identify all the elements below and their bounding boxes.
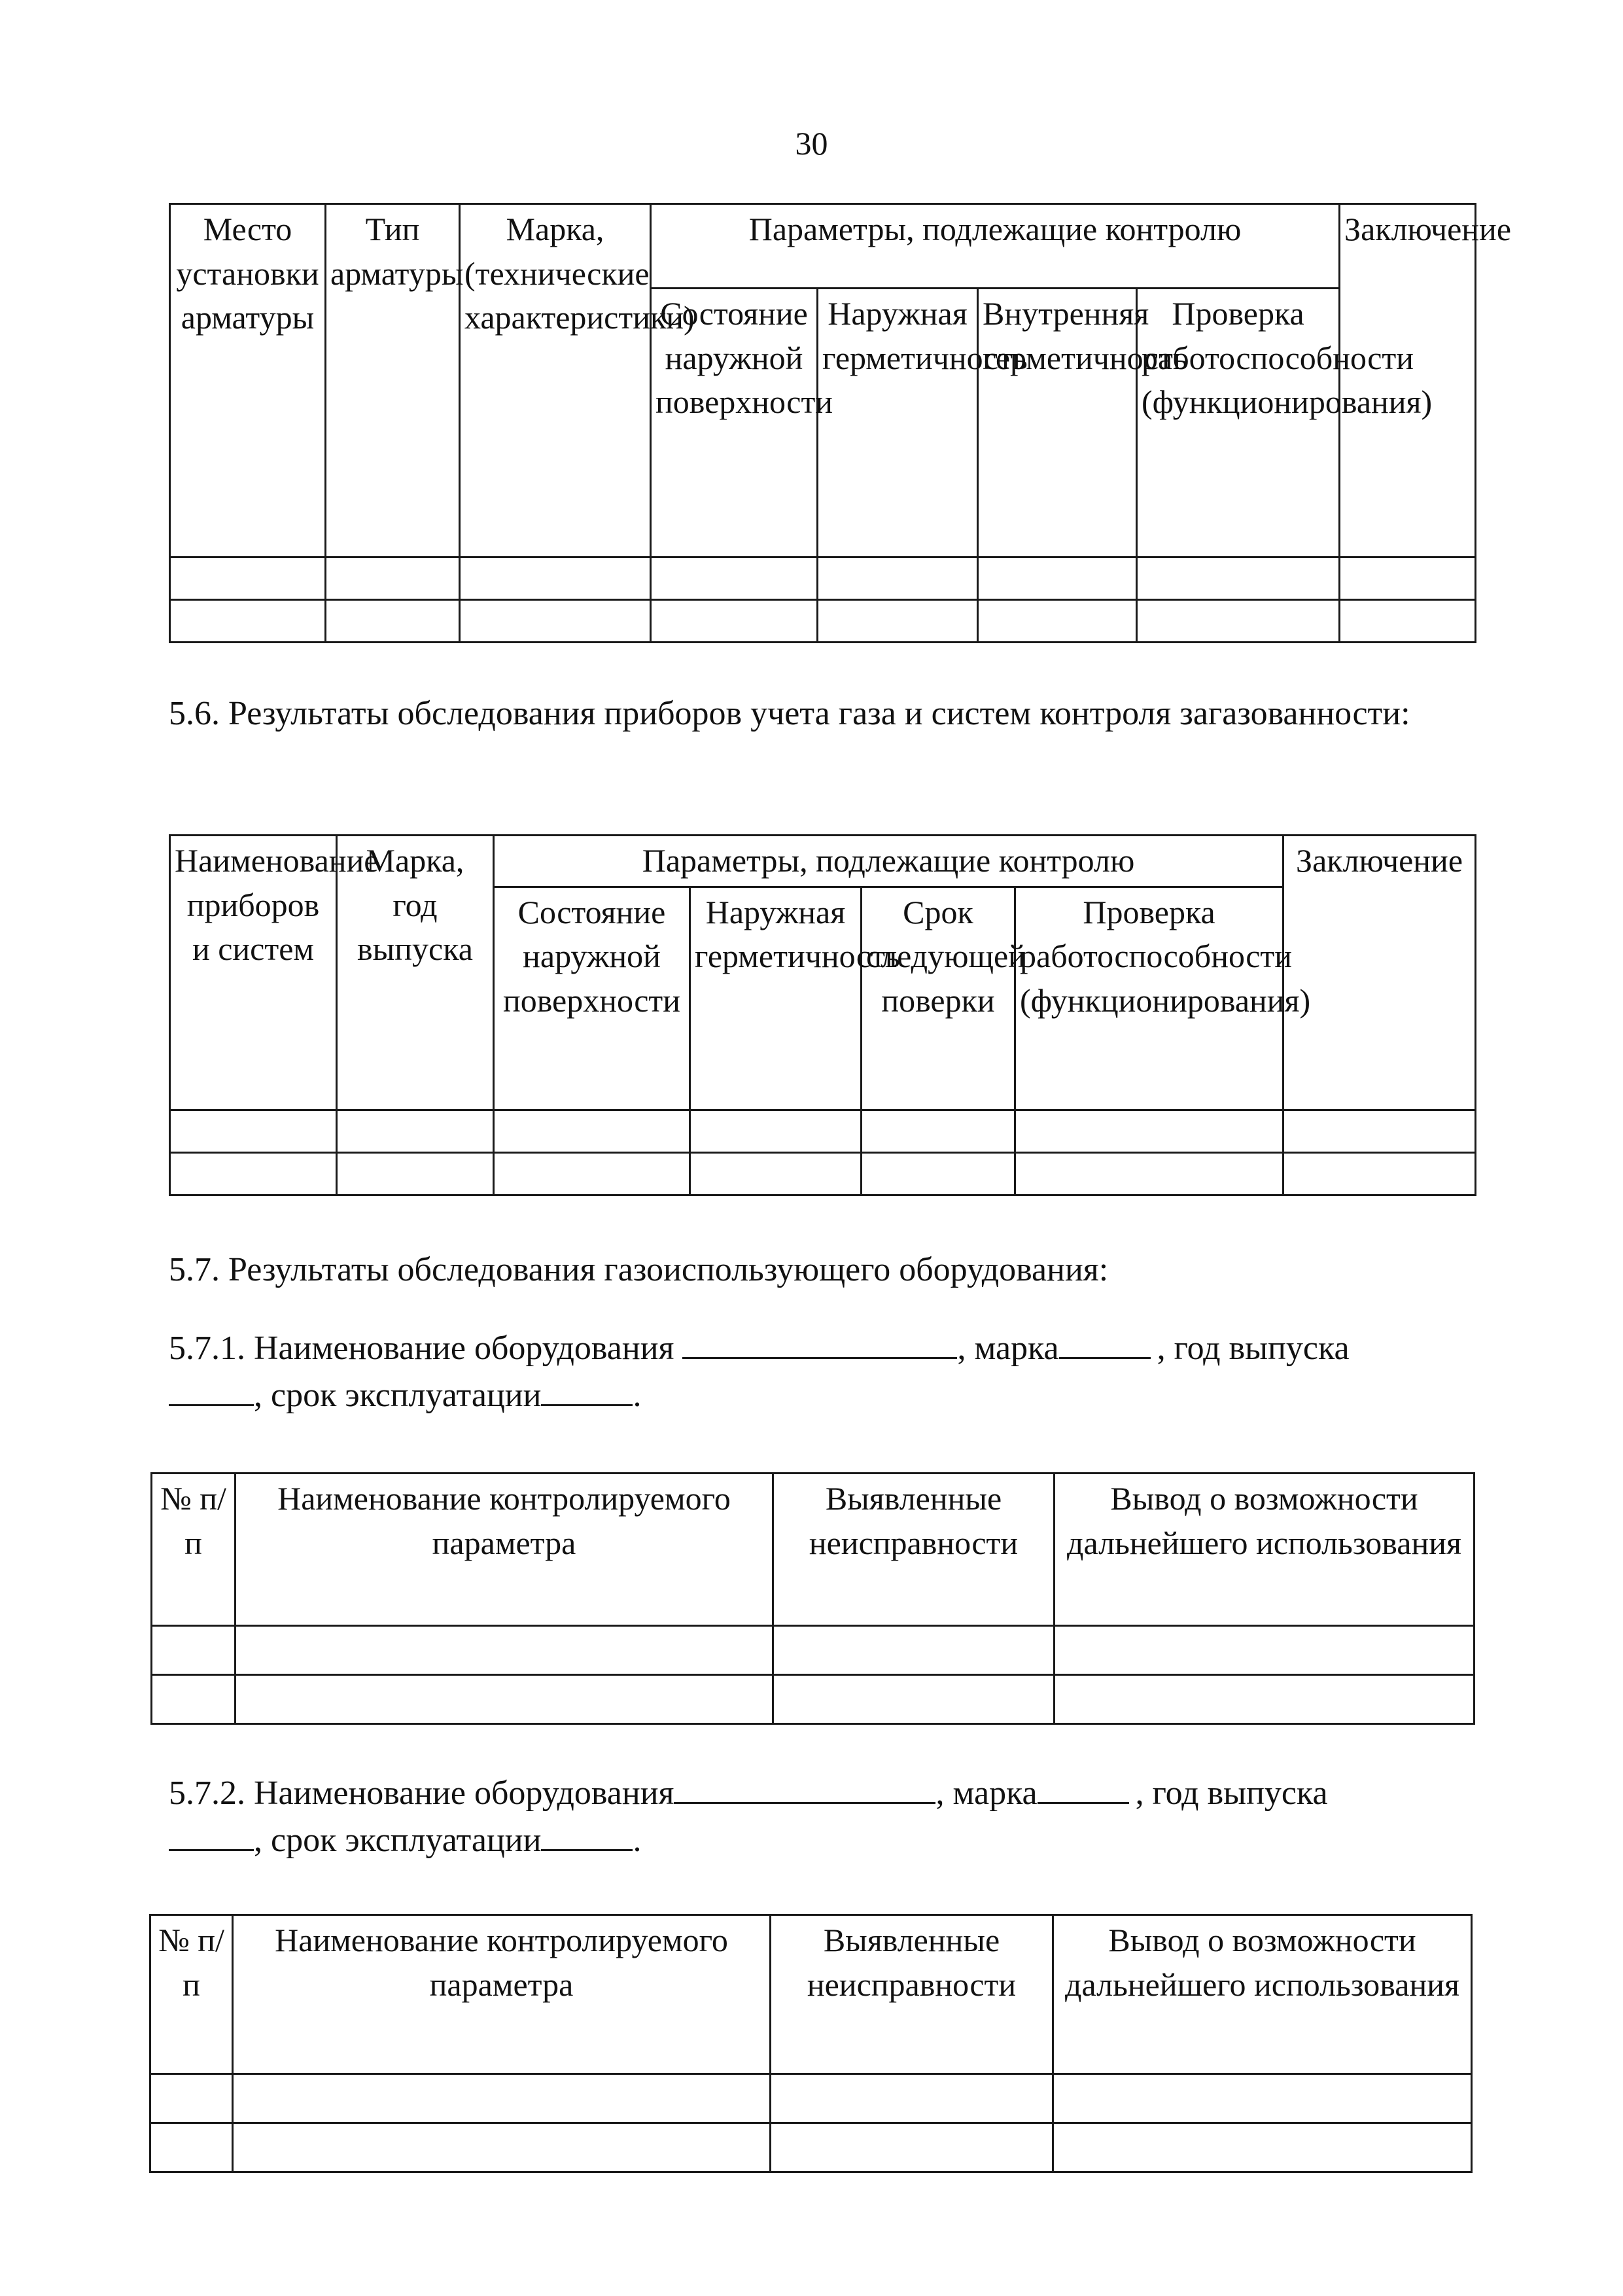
- header-surface-state: Состояние наружной поверхности: [494, 887, 690, 1110]
- table-row: [170, 1110, 1476, 1152]
- table-row: [152, 1675, 1475, 1724]
- table-row: [170, 600, 1476, 643]
- term-blank[interactable]: [541, 1819, 633, 1851]
- header-num: № п/п: [150, 1915, 233, 2074]
- header-surface-state: Состояние наружной поверхности: [651, 289, 818, 557]
- table-row: [150, 2074, 1472, 2123]
- line-end: .: [633, 1377, 642, 1414]
- year-label: , год выпуска: [1135, 1775, 1328, 1812]
- year-blank[interactable]: [169, 1819, 254, 1851]
- term-label: , срок эксплуатации: [254, 1377, 542, 1414]
- valves-inspection-table: [169, 203, 1512, 643]
- equipment-name-blank[interactable]: [674, 1772, 935, 1804]
- section-5-7-2-line-1: [169, 1770, 1475, 1817]
- header-params-group: Параметры, подлежащие контролю: [494, 836, 1283, 887]
- header-outer-tightness: Наружная герметичность: [818, 289, 978, 557]
- header-place: Место установки арматуры: [170, 204, 326, 557]
- equipment-1-table: [150, 1472, 1475, 1725]
- equipment-name-label: 5.7.1. Наименование оборудования: [169, 1330, 674, 1367]
- equipment-name-blank[interactable]: [682, 1327, 957, 1359]
- header-type: Тип арматуры: [326, 204, 460, 557]
- header-param-name: Наименование контролируемого параметра: [236, 1474, 773, 1626]
- gas-meters-table: [169, 834, 1476, 1196]
- header-device-name: Наименование приборов и систем: [170, 836, 337, 1110]
- table-row: [152, 1626, 1475, 1675]
- equipment-2-table: [149, 1914, 1473, 2173]
- term-label: , срок эксплуатации: [254, 1822, 542, 1859]
- header-conclusion: Заключение: [1340, 204, 1476, 557]
- header-num: № п/п: [152, 1474, 236, 1626]
- header-next-verification: Срок следующей поверки: [862, 887, 1015, 1110]
- section-5-7-2-line-2: [169, 1817, 641, 1864]
- section-5-7-heading: 5.7. Результаты обследования газоиспользующего оборудования:: [169, 1251, 1109, 1288]
- brand-label: , марка: [957, 1330, 1059, 1367]
- header-verdict: Вывод о возможности дальнейшего использования: [1055, 1474, 1475, 1626]
- table-row: [170, 1152, 1476, 1195]
- table-row: [150, 2123, 1472, 2172]
- section-5-7-1-line-1: [169, 1325, 1475, 1372]
- year-label: , год выпуска: [1157, 1330, 1350, 1367]
- line-end: .: [633, 1822, 642, 1859]
- equipment-name-label: 5.7.2. Наименование оборудования: [169, 1775, 674, 1812]
- brand-label: , марка: [935, 1775, 1038, 1812]
- header-faults: Выявленные неисправности: [773, 1474, 1055, 1626]
- page-number: 30: [795, 125, 828, 162]
- section-5-6-heading: 5.6. Результаты обследования приборов учета газа и систем контроля загазованности:: [169, 695, 1410, 732]
- header-param-name: Наименование контролируемого параметра: [233, 1915, 771, 2074]
- header-inner-tightness: Внутренняя герметичность: [978, 289, 1137, 557]
- header-brand: Марка, (технические характеристики): [460, 204, 651, 557]
- header-brand-year: Марка, год выпуска: [337, 836, 494, 1110]
- term-blank[interactable]: [541, 1374, 633, 1406]
- header-operability-check: Проверка работоспособности (функционирования): [1137, 289, 1340, 557]
- header-operability-check: Проверка работоспособности (функционирования): [1015, 887, 1283, 1110]
- brand-blank[interactable]: [1038, 1772, 1129, 1804]
- header-verdict: Вывод о возможности дальнейшего использования: [1053, 1915, 1472, 2074]
- header-conclusion: Заключение: [1283, 836, 1476, 1110]
- table-row: [170, 557, 1476, 600]
- section-5-7-1-line-2: [169, 1372, 641, 1419]
- header-outer-tightness: Наружная герметичность: [690, 887, 862, 1110]
- header-params-group: Параметры, подлежащие контролю: [651, 204, 1340, 289]
- brand-blank[interactable]: [1059, 1327, 1151, 1359]
- year-blank[interactable]: [169, 1374, 254, 1406]
- header-faults: Выявленные неисправности: [771, 1915, 1053, 2074]
